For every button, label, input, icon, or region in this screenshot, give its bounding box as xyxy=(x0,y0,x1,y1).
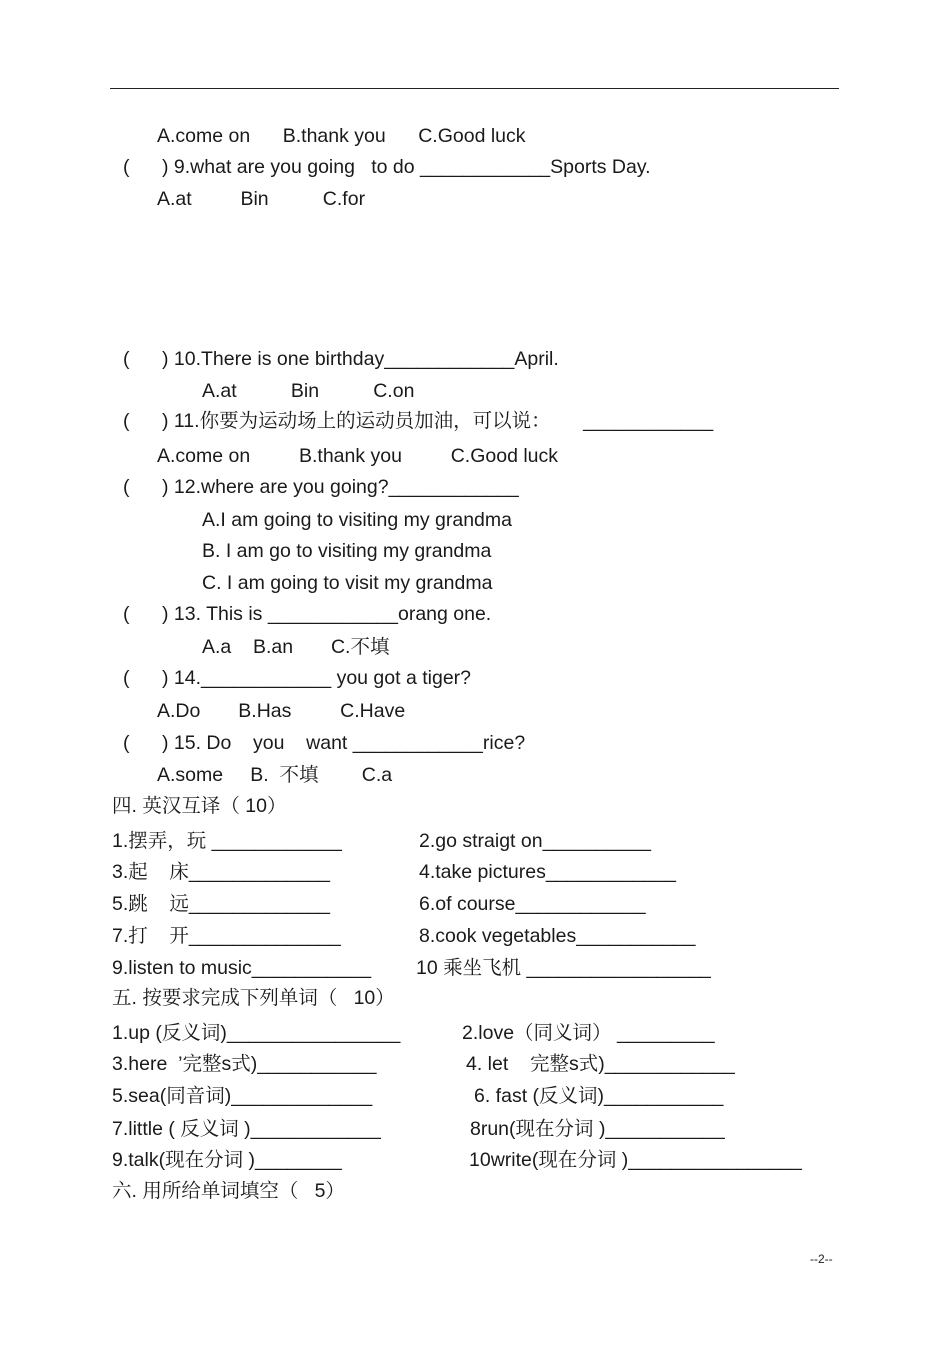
text-line: A.come on B.thank you C.Good luck xyxy=(157,445,559,467)
text-line: C. I am going to visit my grandma xyxy=(202,572,493,594)
text-line: 7.little ( 反义词 )____________ xyxy=(112,1118,381,1140)
text-line: 六. 用所给单词填空（ 5） xyxy=(112,1180,345,1202)
text-line: 10 乘坐飞机 _________________ xyxy=(416,957,711,979)
text-line: 7.打 开______________ xyxy=(112,925,341,947)
text-line: 10write(现在分词 )________________ xyxy=(469,1149,802,1171)
text-line: ( ) 9.what are you going to do ____________Sports Day. xyxy=(123,156,651,178)
text-line: ( ) 11.你要为运动场上的运动员加油，可以说： ____________ xyxy=(123,410,714,432)
text-line: 9.talk(现在分词 )________ xyxy=(112,1149,342,1171)
text-line: 2.love（同义词） _________ xyxy=(462,1022,715,1044)
text-line: ( ) 12.where are you going?____________ xyxy=(123,476,519,498)
text-line: 6. fast (反义词)___________ xyxy=(474,1085,724,1107)
text-line: 3.here ’完整s式)___________ xyxy=(112,1053,377,1075)
text-line: 3.起 床_____________ xyxy=(112,861,330,883)
text-line: 1.up (反义词)________________ xyxy=(112,1022,401,1044)
text-line: A.a B.an C.不填 xyxy=(202,636,390,658)
text-line: 5.sea(同音词)_____________ xyxy=(112,1085,373,1107)
text-line: 5.跳 远_____________ xyxy=(112,893,330,915)
text-line: B. I am go to visiting my grandma xyxy=(202,540,492,562)
text-line: A.at Bin C.for xyxy=(157,188,366,210)
text-line: A.I am going to visiting my grandma xyxy=(202,509,512,531)
header-rule xyxy=(110,88,839,89)
page-number: --2-- xyxy=(810,1252,833,1266)
text-line: 五. 按要求完成下列单词（ 10） xyxy=(112,987,395,1009)
text-line: 4. let 完整s式)____________ xyxy=(466,1053,735,1075)
text-line: 4.take pictures____________ xyxy=(419,861,676,883)
text-line: 1.摆弄，玩 ____________ xyxy=(112,830,342,852)
text-line: A.at Bin C.on xyxy=(202,380,415,402)
text-line: ( ) 15. Do you want ____________rice? xyxy=(123,732,526,754)
text-line: ( ) 10.There is one birthday____________April. xyxy=(123,348,559,370)
text-line: ( ) 13. This is ____________orang one. xyxy=(123,603,492,625)
text-line: 2.go straigt on__________ xyxy=(419,830,652,852)
text-line: 6.of course____________ xyxy=(419,893,646,915)
text-line: ( ) 14.____________ you got a tiger? xyxy=(123,667,472,689)
text-line: A.Do B.Has C.Have xyxy=(157,700,406,722)
text-line: A.some B. 不填 C.a xyxy=(157,764,393,786)
text-line: 8run(现在分词 )___________ xyxy=(470,1118,725,1140)
text-line: 四. 英汉互译（ 10） xyxy=(112,795,287,817)
text-line: A.come on B.thank you C.Good luck xyxy=(157,125,526,147)
text-line: 9.listen to music___________ xyxy=(112,957,372,979)
text-line: 8.cook vegetables___________ xyxy=(419,925,696,947)
